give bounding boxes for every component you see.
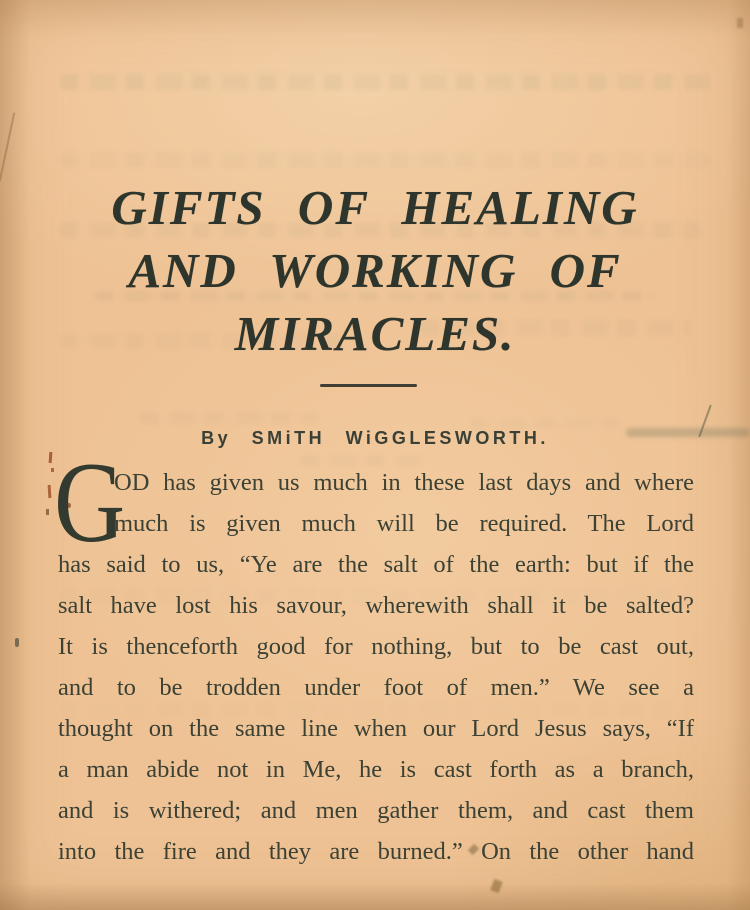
edge-scratch — [0, 113, 15, 182]
title-line-2: AND WORKING OF — [128, 243, 622, 298]
red-ink-mark — [48, 485, 52, 498]
body-line: into the fire and they are burned.” On the other hand — [58, 838, 694, 865]
title-divider-rule — [320, 384, 417, 387]
body-line: a man abide not in Me, he is cast forth as a branch, — [58, 756, 694, 783]
red-ink-mark — [49, 452, 53, 463]
body-line: has said to us, “Ye are the salt of the earth: but if the — [58, 551, 694, 578]
body-line: thought on the same line when our Lord Jesus says, “If — [58, 715, 694, 742]
body-line: much is given much will be required. The Lord — [114, 510, 694, 537]
body-line: and is withered; and men gather them, and cast them — [58, 797, 694, 824]
ink-speck — [490, 879, 503, 893]
byline: By SMiTH WiGGLESWORTH. — [201, 428, 549, 448]
drop-cap: G — [54, 439, 126, 567]
edge-dot — [15, 638, 19, 647]
body-line: and to be trodden under foot of men.” We see a — [58, 674, 694, 701]
body-line: It is thenceforth good for nothing, but to be cast out, — [58, 633, 694, 660]
body-line: OD has given us much in these last days and where — [114, 469, 694, 496]
body-paragraph — [58, 462, 694, 872]
bleed-through-band — [60, 74, 710, 90]
bleed-through-band — [140, 412, 320, 424]
red-ink-mark — [46, 509, 49, 515]
bleed-through-band — [470, 418, 620, 428]
title-line-3: MIRACLES. — [234, 306, 516, 361]
bleed-through-band — [60, 152, 710, 168]
corner-mark — [737, 18, 743, 28]
page-title — [0, 176, 750, 365]
title-line-1: GIFTS OF HEALING — [111, 180, 639, 235]
body-line: salt have lost his savour, wherewith shall it be salted? — [58, 592, 694, 619]
